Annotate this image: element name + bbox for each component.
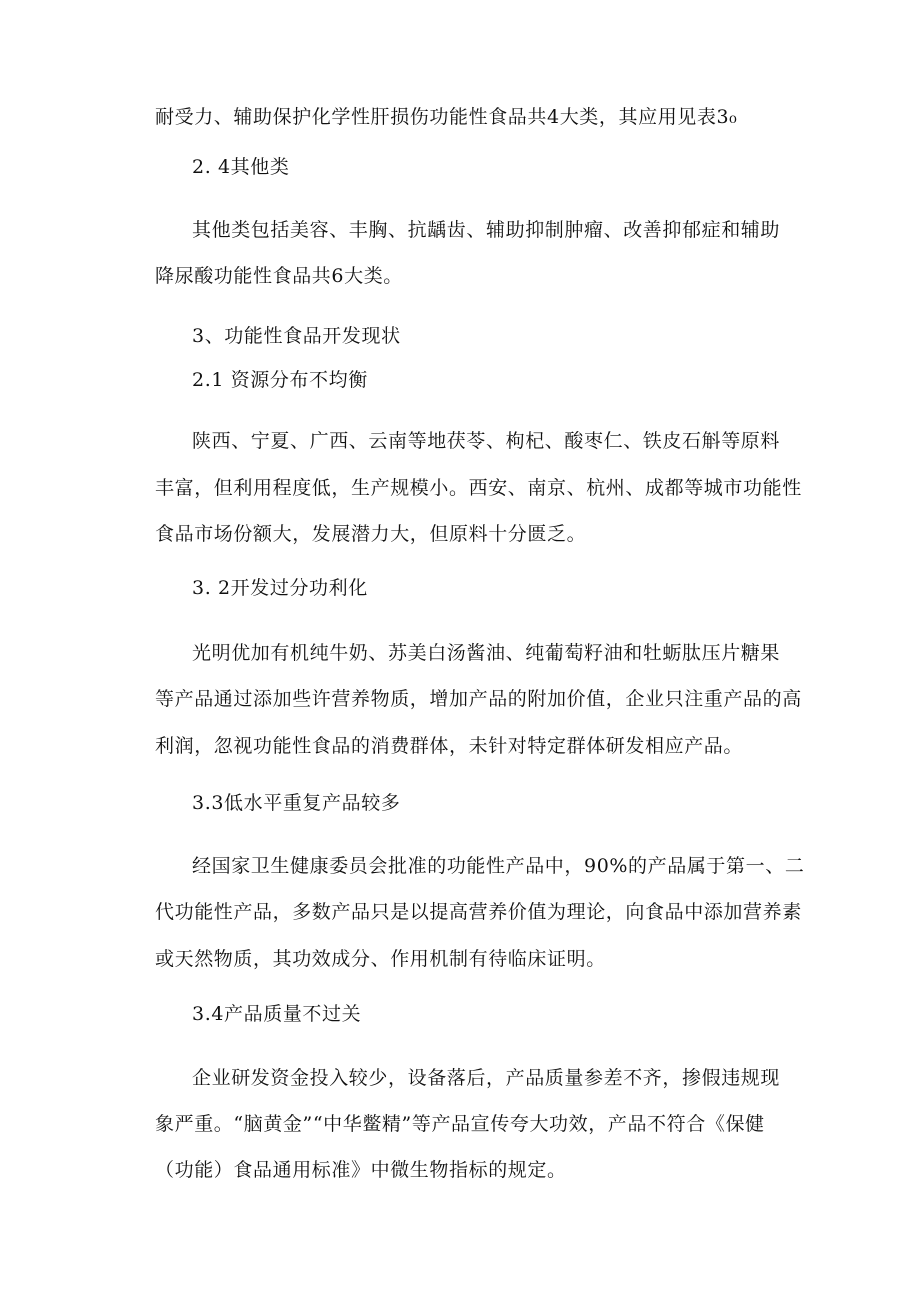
paragraph-line: 食品市场份额大，发展潜力大，但原料十分匮乏。 bbox=[155, 523, 587, 545]
section-heading: 2.1 资源分布不均衡 bbox=[192, 369, 368, 391]
paragraph-line: 等产品通过添加些许营养物质，增加产品的附加价值，企业只注重产品的高 bbox=[155, 688, 802, 710]
paragraph-line: （功能）食品通用标准》中微生物指标的规定。 bbox=[155, 1159, 567, 1181]
paragraph-line: 光明优加有机纯牛奶、苏美白汤酱油、纯葡萄籽油和牡蛎肽压片糖果 bbox=[192, 642, 781, 664]
section-heading: 3. 2开发过分功利化 bbox=[192, 577, 368, 599]
paragraph-line: 经国家卫生健康委员会批准的功能性产品中，90%的产品属于第一、二 bbox=[192, 855, 805, 877]
section-heading: 3.4产品质量不过关 bbox=[192, 1003, 362, 1025]
paragraph-line: 象严重。“脑黄金”“中华鳖精”等产品宣传夸大功效，产品不符合《保健 bbox=[155, 1113, 765, 1135]
section-heading: 3、功能性食品开发现状 bbox=[192, 325, 401, 347]
paragraph-line: 或天然物质，其功效成分、作用机制有待临床证明。 bbox=[155, 948, 606, 970]
paragraph-line: 陕西、宁夏、广西、云南等地茯苓、枸杞、酸枣仁、铁皮石斛等原料 bbox=[192, 430, 781, 452]
paragraph-line: 耐受力、辅助保护化学性肝损伤功能性食品共4大类，其应用见表3₀ bbox=[155, 106, 738, 128]
paragraph-line: 代功能性产品，多数产品只是以提高营养价值为理论，向食品中添加营养素 bbox=[155, 901, 802, 923]
paragraph-line: 降尿酸功能性食品共6大类。 bbox=[155, 265, 403, 287]
paragraph-line: 其他类包括美容、丰胸、抗龋齿、辅助抑制肿瘤、改善抑郁症和辅助 bbox=[192, 219, 781, 241]
paragraph-line: 利润，忽视功能性食品的消费群体，未针对特定群体研发相应产品。 bbox=[155, 735, 744, 757]
paragraph-line: 企业研发资金投入较少，设备落后，产品质量参差不齐，掺假违规现 bbox=[192, 1067, 781, 1089]
paragraph-line: 丰富，但利用程度低，生产规模小。西安、南京、杭州、成都等城市功能性 bbox=[155, 477, 802, 499]
section-heading: 3.3低水平重复产品较多 bbox=[192, 792, 401, 814]
section-heading: 2. 4其他类 bbox=[192, 156, 290, 178]
